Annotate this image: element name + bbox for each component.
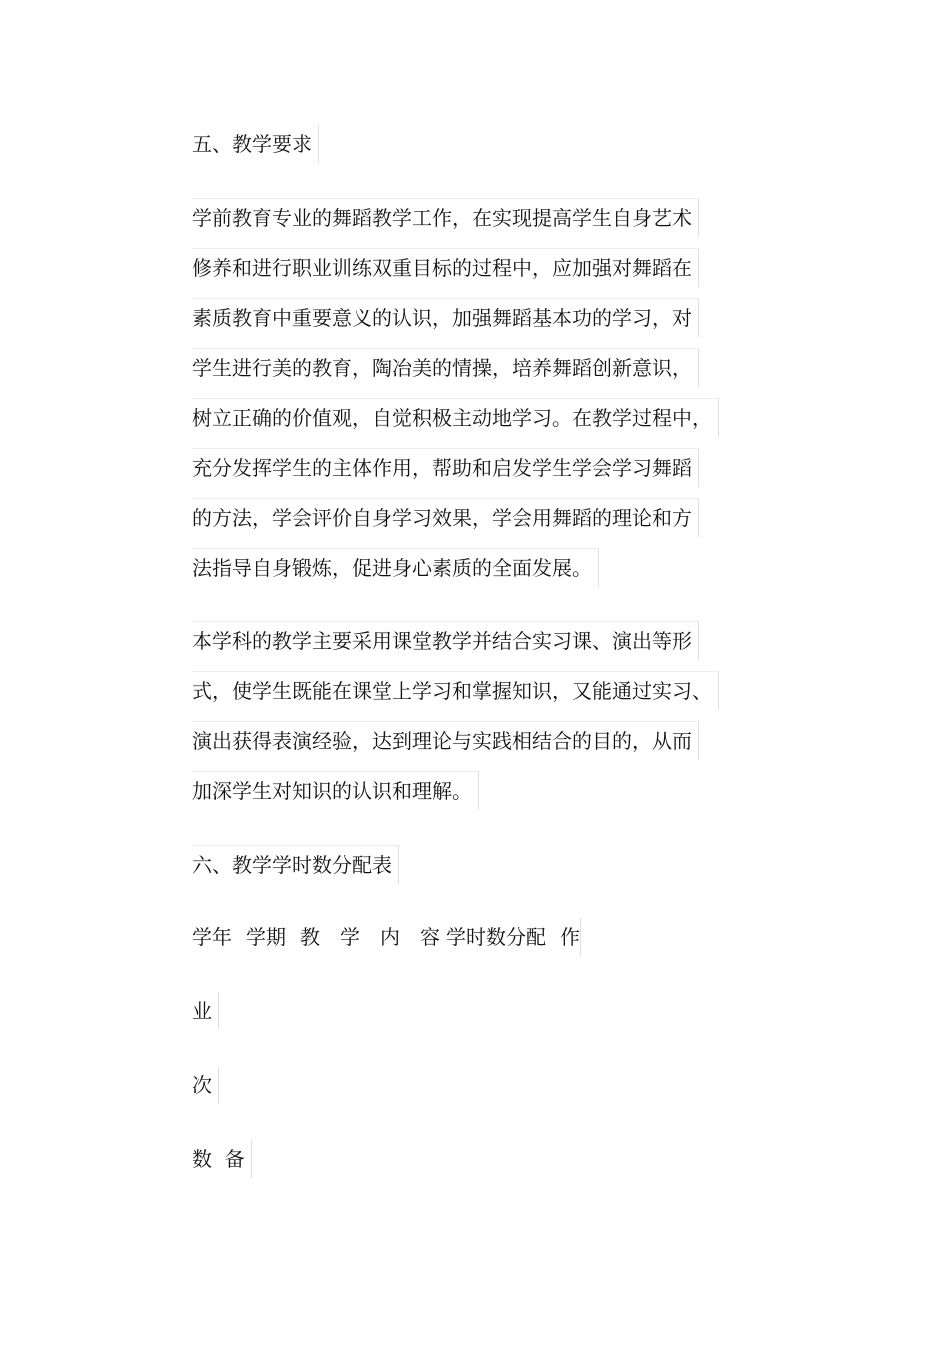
- paragraph-line: 演出获得表演经验，达到理论与实践相结合的目的，从而: [192, 721, 699, 760]
- table-fragment: 次: [192, 1066, 219, 1104]
- section-heading-teaching-requirements: 五、教学要求: [192, 125, 319, 163]
- hours-table-header: [192, 918, 581, 956]
- header-school-year: 学年: [192, 925, 232, 949]
- paragraph-line: 本学科的教学主要采用课堂教学并结合实习课、演出等形: [192, 621, 699, 660]
- paragraph-line: 的方法，学会评价自身学习效果，学会用舞蹈的理论和方: [192, 498, 699, 537]
- header-hours-allocation: 学时数分配: [446, 925, 546, 949]
- header-homework: 作: [560, 925, 580, 949]
- paragraph-line: 学前教育专业的舞蹈教学工作，在实现提高学生自身艺术: [192, 198, 699, 237]
- paragraph-line: 式，使学生既能在课堂上学习和掌握知识，又能通过实习、: [192, 671, 719, 710]
- header-semester: 学期: [246, 925, 286, 949]
- paragraph-line: 充分发挥学生的主体作用，帮助和启发学生学会学习舞蹈: [192, 448, 699, 487]
- paragraph-line: 法指导自身锻炼，促进身心素质的全面发展。: [192, 548, 599, 587]
- table-fragment: 业: [192, 992, 219, 1030]
- paragraph-line: 加深学生对知识的认识和理解。: [192, 771, 479, 810]
- paragraph-line: 素质教育中重要意义的认识，加强舞蹈基本功的学习，对: [192, 298, 699, 337]
- section-heading-hours-table: 六、教学学时数分配表: [192, 845, 399, 884]
- paragraph-line: 树立正确的价值观，自觉积极主动地学习。在教学过程中，: [192, 398, 719, 437]
- table-fragment: 数 备: [192, 1140, 252, 1178]
- paragraph-line: 学生进行美的教育，陶冶美的情操，培养舞蹈创新意识，: [192, 348, 699, 387]
- header-teaching-content: 教 学 内 容: [300, 925, 440, 949]
- paragraph-line: 修养和进行职业训练双重目标的过程中，应加强对舞蹈在: [192, 248, 699, 287]
